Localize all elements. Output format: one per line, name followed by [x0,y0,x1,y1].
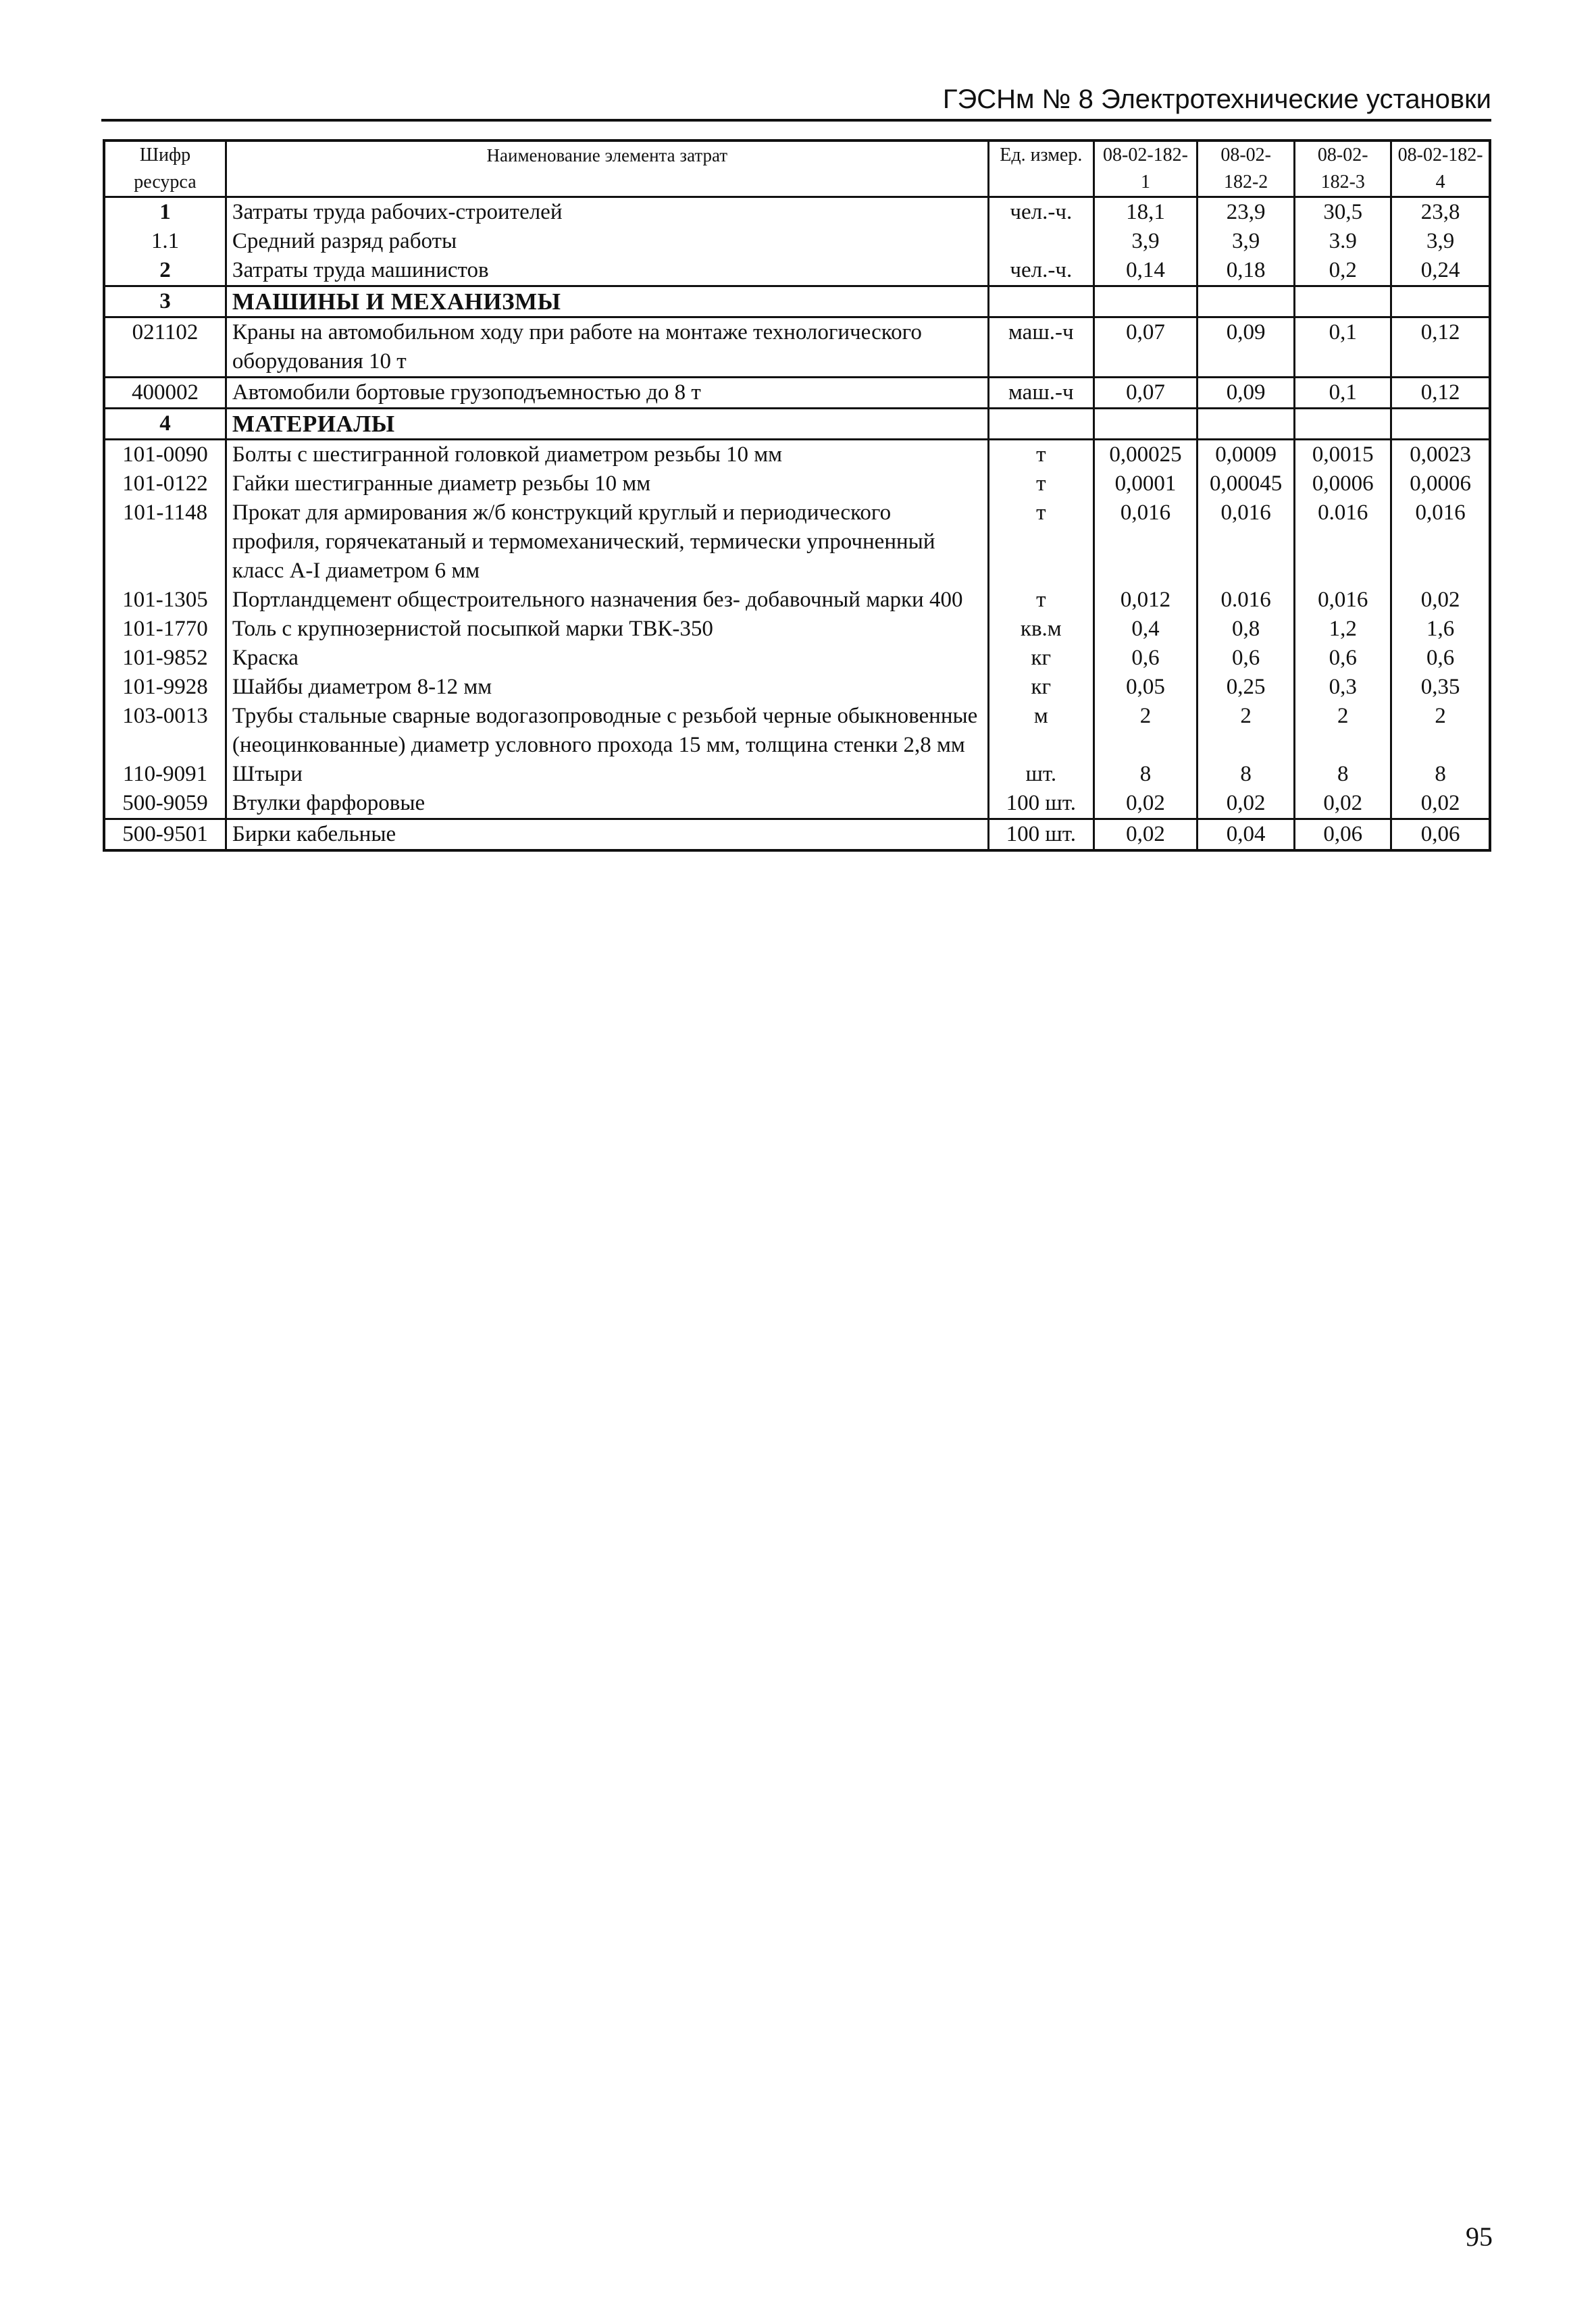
section-row-materials [104,409,1490,440]
value-182-3: 30,5 [1295,197,1391,228]
resource-unit [988,227,1093,256]
section-title: МАШИНЫ И МЕХАНИЗМЫ [226,286,988,317]
value-182-1: 0,6 [1093,644,1197,673]
resource-name: Втулки фарфоровые [226,789,988,819]
value-182-2 [1198,286,1295,317]
value-182-2: 0,02 [1198,789,1295,819]
page-header [101,80,1491,122]
resource-unit: 100 шт. [988,789,1093,819]
value-182-4: 0,02 [1391,789,1490,819]
value-182-3: 0,0006 [1295,469,1391,498]
value-182-1: 18,1 [1093,197,1197,228]
section-code: 4 [104,409,226,440]
resource-name: Средний разряд работы [226,227,988,256]
value-182-3: 0,1 [1295,378,1391,409]
resource-name: Штыри [226,760,988,789]
value-182-2: 0,04 [1198,819,1295,851]
column-header-unit: Ед. измер. [988,140,1093,197]
column-header-code: Шифр ресурса [104,140,226,197]
value-182-3 [1295,409,1391,440]
value-182-4: 0,12 [1391,378,1490,409]
resource-unit: маш.-ч [988,378,1093,409]
resource-unit: м [988,702,1093,760]
value-182-3: 0,06 [1295,819,1391,851]
resource-unit [988,409,1093,440]
resource-unit: т [988,440,1093,470]
value-182-3: 0,3 [1295,673,1391,702]
value-182-2: 0,0009 [1198,440,1295,470]
value-182-1: 0,00025 [1093,440,1197,470]
value-182-2: 0,09 [1198,317,1295,378]
value-182-3: 0,0015 [1295,440,1391,470]
value-182-4: 0,35 [1391,673,1490,702]
column-header-182-3: 08-02-182-3 [1295,140,1391,197]
page-header-title: ГЭСНм № 8 Электротехнические установки [942,84,1491,114]
value-182-2: 0,25 [1198,673,1295,702]
value-182-1: 3,9 [1093,227,1197,256]
resource-name: Трубы стальные сварные водогазопроводные с резьбой черные обыкновенные (неоцинкованные) диаметр условного прохода 15 мм, толщина стенки 2,8 мм [226,702,988,760]
table-row [104,586,1490,615]
value-182-2: 0,18 [1198,256,1295,286]
table-row [104,197,1490,228]
value-182-4: 0,06 [1391,819,1490,851]
resource-unit: чел.-ч. [988,197,1093,228]
table-row [104,615,1490,644]
resource-name: Затраты труда машинистов [226,256,988,286]
value-182-4 [1391,286,1490,317]
value-182-2 [1198,409,1295,440]
resource-code: 101-9928 [104,673,226,702]
value-182-1: 0,07 [1093,378,1197,409]
resource-code: 1 [104,197,226,228]
value-182-1: 0,012 [1093,586,1197,615]
column-header-182-4: 08-02-182-4 [1391,140,1490,197]
resource-name: Толь с крупнозернистой посыпкой марки ТВК-350 [226,615,988,644]
resource-code: 021102 [104,317,226,378]
table-row [104,469,1490,498]
value-182-3: 0,2 [1295,256,1391,286]
resource-unit: маш.-ч [988,317,1093,378]
value-182-4: 2 [1391,702,1490,760]
table-row [104,644,1490,673]
table-row [104,819,1490,851]
resource-code: 500-9501 [104,819,226,851]
value-182-4: 0,02 [1391,586,1490,615]
resource-name: Краны на автомобильном ходу при работе на монтаже технологического оборудования 10 т [226,317,988,378]
value-182-1: 0,02 [1093,789,1197,819]
resource-unit: шт. [988,760,1093,789]
resource-unit: кг [988,644,1093,673]
resource-name: Прокат для армирования ж/б конструкций круглый и периодического профиля, горячекатаный и термомеханический, термически упрочненный класс А-I диаметром 6 мм [226,498,988,586]
resource-code: 400002 [104,378,226,409]
value-182-3: 0,016 [1295,586,1391,615]
value-182-2: 8 [1198,760,1295,789]
resource-norms-table [103,139,1491,852]
column-header-182-2: 08-02-182-2 [1198,140,1295,197]
table-row [104,227,1490,256]
value-182-1: 0,0001 [1093,469,1197,498]
resource-code: 2 [104,256,226,286]
resource-name: Краска [226,644,988,673]
value-182-4: 0,0006 [1391,469,1490,498]
value-182-4: 0,016 [1391,498,1490,586]
value-182-4: 23,8 [1391,197,1490,228]
value-182-3: 1,2 [1295,615,1391,644]
resource-unit [988,286,1093,317]
table-row [104,440,1490,470]
table-row [104,256,1490,286]
resource-name: Бирки кабельные [226,819,988,851]
section-row-machines [104,286,1490,317]
value-182-3: 0.016 [1295,498,1391,586]
value-182-1 [1093,286,1197,317]
table-row [104,378,1490,409]
table-row [104,760,1490,789]
value-182-4: 8 [1391,760,1490,789]
resource-name: Портландцемент общестроительного назначения без- добавочный марки 400 [226,586,988,615]
value-182-3: 0,1 [1295,317,1391,378]
resource-name: Гайки шестигранные диаметр резьбы 10 мм [226,469,988,498]
value-182-1: 0,07 [1093,317,1197,378]
resource-unit: т [988,469,1093,498]
table-row [104,789,1490,819]
resource-unit: т [988,498,1093,586]
resource-code: 101-0090 [104,440,226,470]
table-row [104,317,1490,378]
value-182-1: 2 [1093,702,1197,760]
resource-name: Затраты труда рабочих-строителей [226,197,988,228]
value-182-2: 3,9 [1198,227,1295,256]
column-header-name: Наименование элемента затрат [226,140,988,197]
value-182-2: 0.016 [1198,586,1295,615]
value-182-4: 1,6 [1391,615,1490,644]
resource-unit: 100 шт. [988,819,1093,851]
resource-code: 500-9059 [104,789,226,819]
value-182-4: 0,12 [1391,317,1490,378]
value-182-4 [1391,409,1490,440]
value-182-2: 0,8 [1198,615,1295,644]
resource-code: 101-1770 [104,615,226,644]
value-182-1 [1093,409,1197,440]
resource-code: 101-1305 [104,586,226,615]
resource-code: 110-9091 [104,760,226,789]
value-182-1: 0,02 [1093,819,1197,851]
value-182-2: 0,016 [1198,498,1295,586]
resource-code: 101-9852 [104,644,226,673]
value-182-1: 0,14 [1093,256,1197,286]
value-182-3: 3.9 [1295,227,1391,256]
resource-unit: кг [988,673,1093,702]
table-header-row [104,140,1490,197]
value-182-2: 2 [1198,702,1295,760]
value-182-3 [1295,286,1391,317]
value-182-1: 0,016 [1093,498,1197,586]
value-182-2: 0,00045 [1198,469,1295,498]
value-182-3: 0,02 [1295,789,1391,819]
value-182-4: 0,0023 [1391,440,1490,470]
value-182-3: 0,6 [1295,644,1391,673]
resource-name: Шайбы диаметром 8-12 мм [226,673,988,702]
table-row [104,498,1490,586]
resource-name: Автомобили бортовые грузоподъемностью до 8 т [226,378,988,409]
resource-code: 101-1148 [104,498,226,586]
resource-code: 103-0013 [104,702,226,760]
section-code: 3 [104,286,226,317]
resource-name: Болты с шестигранной головкой диаметром резьбы 10 мм [226,440,988,470]
value-182-1: 8 [1093,760,1197,789]
value-182-4: 0,24 [1391,256,1490,286]
table-row [104,702,1490,760]
resource-unit: чел.-ч. [988,256,1093,286]
value-182-2: 0,09 [1198,378,1295,409]
resource-code: 101-0122 [104,469,226,498]
value-182-3: 8 [1295,760,1391,789]
table-row [104,673,1490,702]
resource-code: 1.1 [104,227,226,256]
resource-unit: т [988,586,1093,615]
value-182-2: 0,6 [1198,644,1295,673]
section-title: МАТЕРИАЛЫ [226,409,988,440]
resource-unit: кв.м [988,615,1093,644]
value-182-3: 2 [1295,702,1391,760]
value-182-2: 23,9 [1198,197,1295,228]
value-182-1: 0,4 [1093,615,1197,644]
value-182-4: 0,6 [1391,644,1490,673]
page-number: 95 [1466,2221,1493,2252]
value-182-1: 0,05 [1093,673,1197,702]
value-182-4: 3,9 [1391,227,1490,256]
column-header-182-1: 08-02-182-1 [1093,140,1197,197]
